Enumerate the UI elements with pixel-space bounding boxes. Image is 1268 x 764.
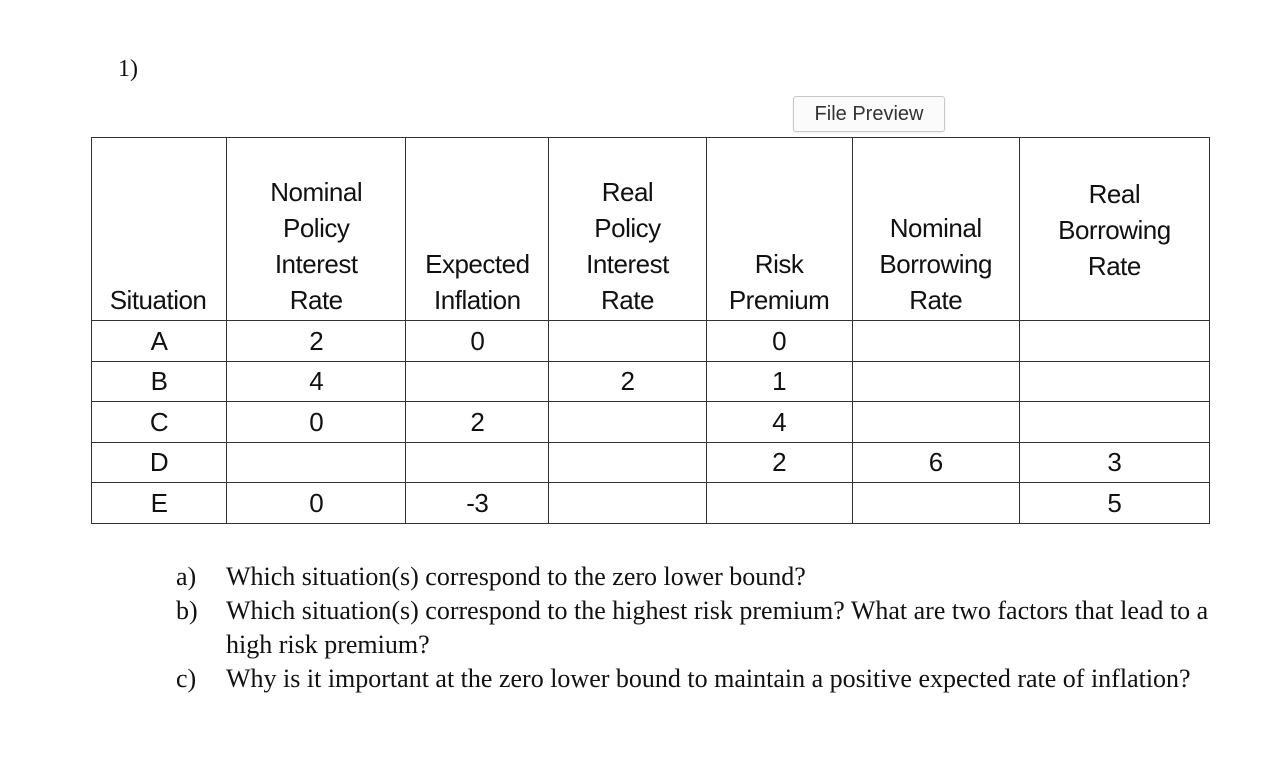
table-cell [406, 442, 549, 483]
header-risk-premium: Risk Premium [706, 138, 852, 321]
question-text: Why is it important at the zero lower bound to maintain a positive expected rate of inflation? [226, 664, 1191, 693]
table-cell [1019, 321, 1209, 362]
problem-number: 1) [118, 56, 138, 82]
table-header-row [92, 138, 1210, 321]
table-cell [549, 321, 706, 362]
table-cell: C [92, 402, 227, 443]
question-text: Which situation(s) correspond to the zero lower bound? [226, 562, 806, 591]
table-cell [1019, 402, 1209, 443]
file-preview-tooltip: File Preview [793, 96, 945, 132]
table-cell: 4 [227, 361, 406, 402]
table-cell: 0 [227, 483, 406, 524]
table-row [92, 483, 1210, 524]
table-cell: 2 [406, 402, 549, 443]
header-real-policy-rate: Real Policy Interest Rate [549, 138, 706, 321]
table-cell [1019, 361, 1209, 402]
table-cell: 4 [706, 402, 852, 443]
question-label: a) [176, 562, 197, 591]
table-cell: 1 [706, 361, 852, 402]
table-cell: 2 [549, 361, 706, 402]
question-text: Which situation(s) correspond to the highest risk premium? What are two factors that lead to a high risk premium? [226, 596, 1209, 659]
table-row [92, 361, 1210, 402]
table-row [92, 402, 1210, 443]
table-cell [406, 361, 549, 402]
question-list [176, 560, 1236, 696]
table-cell: 0 [227, 402, 406, 443]
header-nominal-policy-rate: Nominal Policy Interest Rate [227, 138, 406, 321]
table-cell: A [92, 321, 227, 362]
table-cell [852, 402, 1019, 443]
header-expected-inflation: Expected Inflation [406, 138, 549, 321]
table-cell [852, 483, 1019, 524]
table-cell [852, 361, 1019, 402]
header-nominal-borrowing-rate: Nominal Borrowing Rate [852, 138, 1019, 321]
table-cell: E [92, 483, 227, 524]
table-cell: 6 [852, 442, 1019, 483]
table-cell: 0 [406, 321, 549, 362]
table-cell: 2 [227, 321, 406, 362]
question-item [176, 560, 1236, 594]
table-cell: 2 [706, 442, 852, 483]
table-cell [549, 483, 706, 524]
table-cell: 0 [706, 321, 852, 362]
table-cell: -3 [406, 483, 549, 524]
table-row [92, 442, 1210, 483]
header-situation: Situation [92, 138, 227, 321]
question-label: b) [176, 596, 198, 625]
question-label: c) [176, 664, 197, 693]
table-cell [549, 442, 706, 483]
header-real-borrowing-rate: Real Borrowing Rate [1019, 138, 1209, 321]
rates-table [91, 137, 1210, 524]
question-item [176, 594, 1236, 662]
table-cell [852, 321, 1019, 362]
table-cell: 3 [1019, 442, 1209, 483]
table-row [92, 321, 1210, 362]
table-cell: B [92, 361, 227, 402]
question-item [176, 662, 1236, 696]
table-cell: 5 [1019, 483, 1209, 524]
table-cell [706, 483, 852, 524]
table-cell [227, 442, 406, 483]
table-cell [549, 402, 706, 443]
table-cell: D [92, 442, 227, 483]
